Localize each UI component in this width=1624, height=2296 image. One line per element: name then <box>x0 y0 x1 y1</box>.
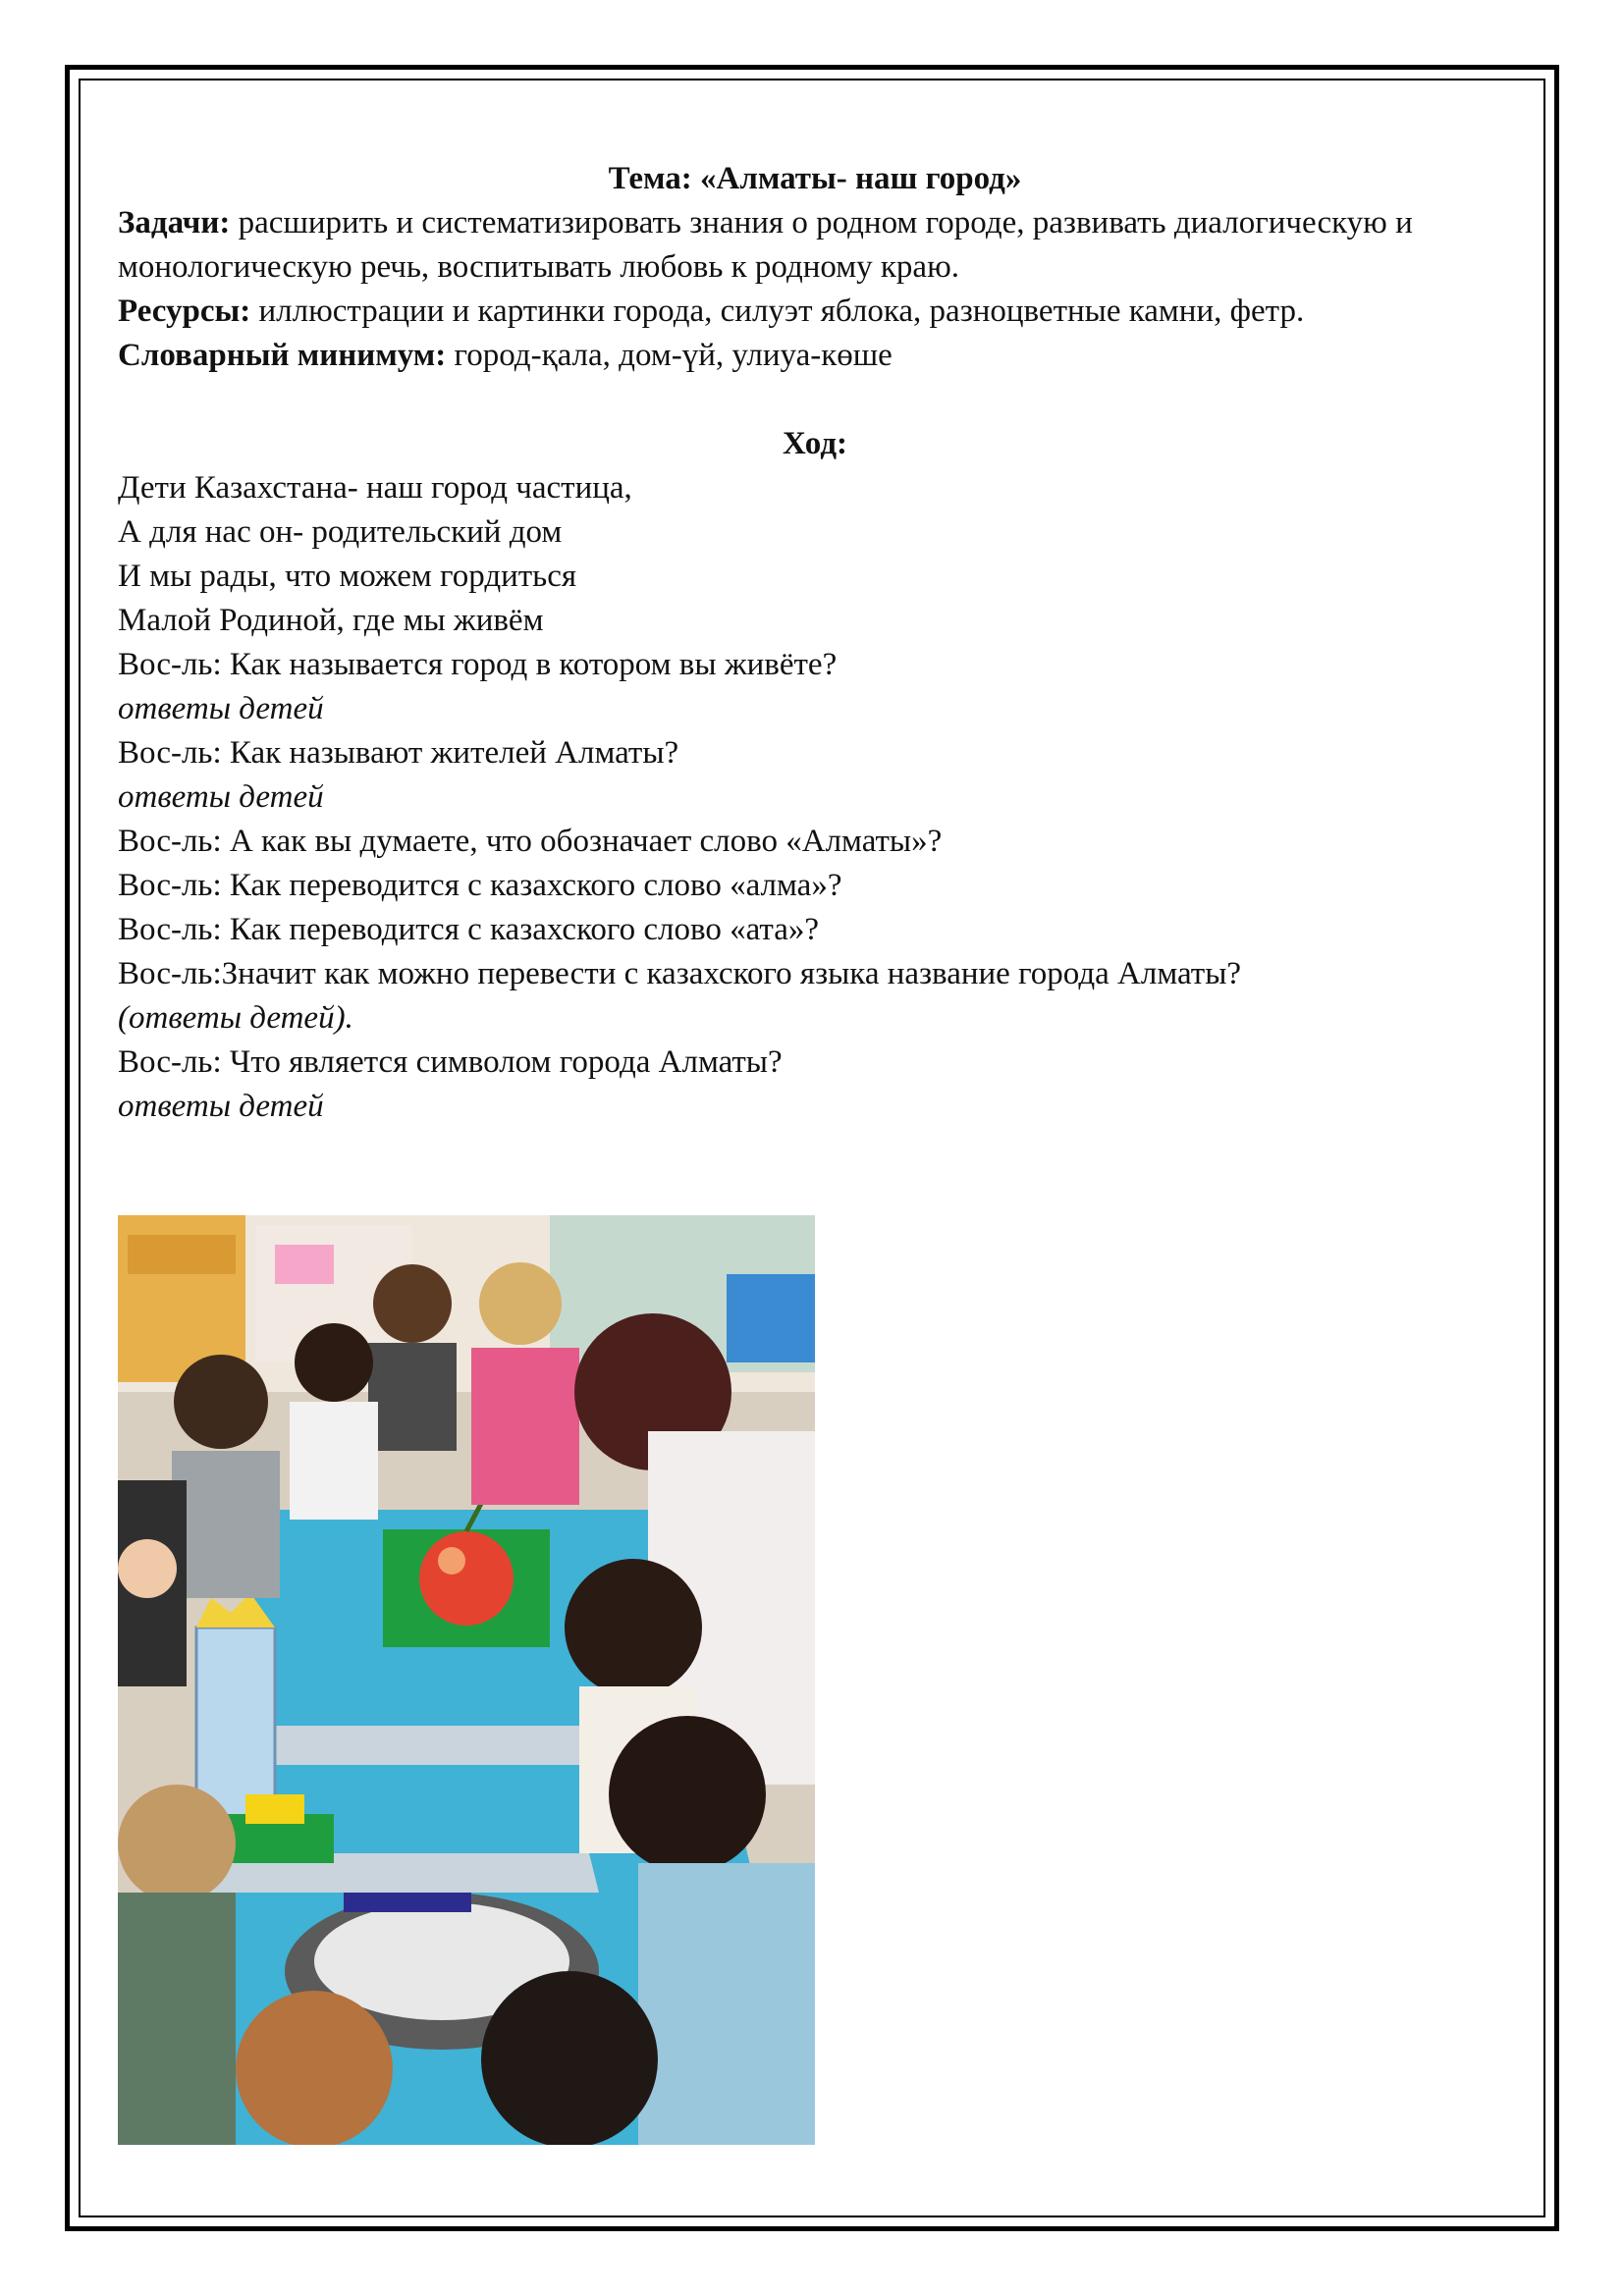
resources-paragraph <box>118 290 1512 334</box>
dialogue-line: Вос-ль: А как вы думаете, что обозначает слово «Алматы»? <box>118 824 943 859</box>
dialogue-line: Вос-ль: Как переводится с казахского слово «алма»? <box>118 868 842 903</box>
spacer <box>118 378 1512 422</box>
poem-line: Дети Казахстана- наш город частица, <box>118 470 632 506</box>
resources-text: иллюстрации и картинки города, силуэт яблока, разноцветные камни, фетр. <box>250 294 1305 329</box>
dialogue-line: Вос-ль: Что является символом города Алматы? <box>118 1044 783 1080</box>
vocabulary-paragraph <box>118 334 1512 378</box>
children-answers-text: ответы детей <box>118 1089 324 1124</box>
children-answers <box>118 1085 1512 1129</box>
children-answers-text: ответы детей <box>118 779 324 815</box>
poem-line: А для нас он- родительский дом <box>118 514 563 550</box>
course-heading: Ход: <box>782 426 848 461</box>
children-answers <box>118 687 1512 731</box>
document-title: Тема: «Алматы- наш город» <box>608 161 1022 196</box>
children-answers <box>118 996 1512 1041</box>
children-answers <box>118 775 1512 820</box>
poem-line: Малой Родиной, где мы живём <box>118 603 544 638</box>
classroom-photo <box>118 1215 815 2145</box>
tasks-text: расширить и систематизировать знания о родном городе, развивать диалогическую и монологическую речь, воспитывать любовь к родному краю. <box>118 205 1413 285</box>
children-answers-text: (ответы детей). <box>118 1000 353 1036</box>
tasks-label: Задачи: <box>118 205 231 240</box>
vocabulary-label: Словарный минимум: <box>118 338 447 373</box>
dialogue-line: Вос-ль: Как называют жителей Алматы? <box>118 735 679 771</box>
vocabulary-text: город-қала, дом-үй, улиуа-көше <box>446 338 893 373</box>
children-answers-text: ответы детей <box>118 691 324 726</box>
dialogue-line: Вос-ль: Как называется город в котором вы живёте? <box>118 647 838 682</box>
document-body <box>118 157 1512 1129</box>
poem-line: И мы рады, что можем гордиться <box>118 559 577 594</box>
tasks-paragraph <box>118 201 1512 290</box>
resources-label: Ресурсы: <box>118 294 251 329</box>
dialogue-line: Вос-ль: Как переводится с казахского слово «ата»? <box>118 912 820 947</box>
dialogue-line: Вос-ль:Значит как можно перевести с казахского языка название города Алматы? <box>118 956 1242 991</box>
